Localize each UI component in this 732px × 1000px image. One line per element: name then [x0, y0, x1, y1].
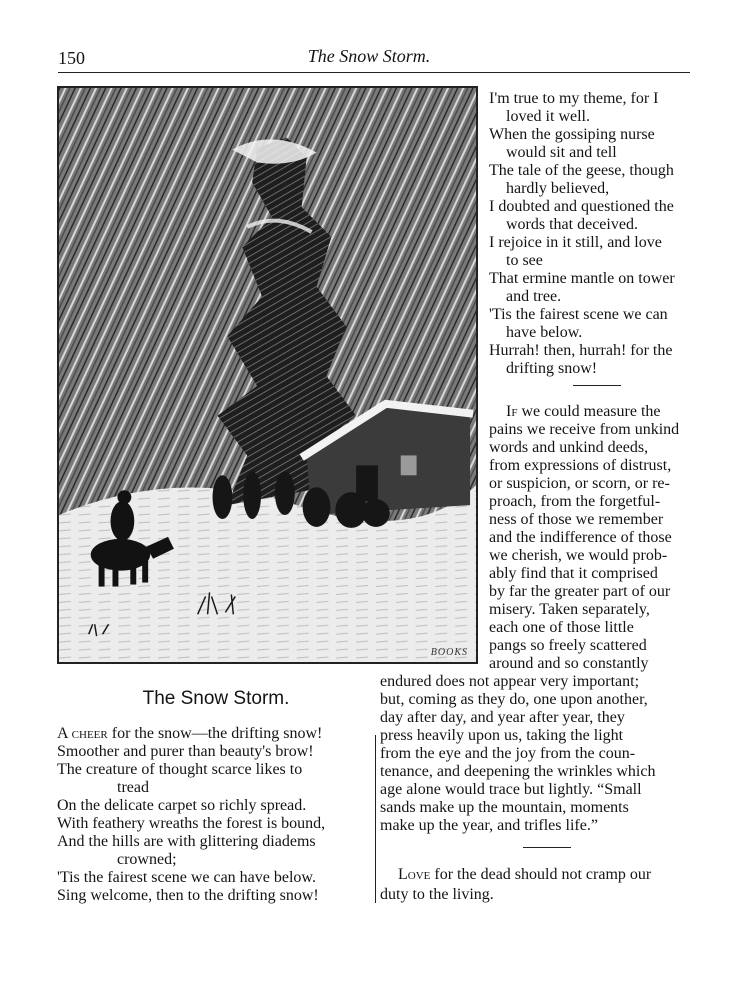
- essay-line: pains we receive from unkind: [489, 421, 680, 438]
- poem-line: I doubted and questioned the: [489, 198, 674, 215]
- poem-title: The Snow Storm.: [142, 688, 290, 709]
- poem-line: hardly believed,: [506, 180, 610, 197]
- header-rule: [58, 72, 690, 73]
- poem-line: for the snow—the drifting snow!: [107, 725, 323, 742]
- aphorism-first-line: [398, 865, 651, 885]
- essay-line: endured does not appear very important;: [380, 673, 640, 690]
- essay-line: we cherish, we would prob-: [489, 547, 668, 564]
- poem-line: I'm true to my theme, for I: [489, 90, 659, 107]
- poem-line: 'Tis the fairest scene we can: [489, 306, 668, 323]
- poem-line: have below.: [506, 324, 583, 341]
- poem-line: loved it well.: [506, 108, 590, 125]
- poem-line: Smoother and purer than beauty's brow!: [57, 743, 314, 760]
- essay-line: sands make up the mountain, moments: [380, 799, 629, 816]
- poem-line: That ermine mantle on tower: [489, 270, 675, 287]
- poem-line: Sing welcome, then to the drifting snow!: [57, 887, 319, 904]
- section-rule: [523, 847, 571, 848]
- poem-line: tread: [117, 779, 149, 796]
- poem-line: 'Tis the fairest scene we can have below.: [57, 869, 316, 886]
- essay-line: or suspicion, or scorn, or re-: [489, 475, 670, 492]
- essay-line: pangs so freely scattered: [489, 637, 647, 654]
- poem-line: crowned;: [117, 851, 177, 868]
- snow-storm-illustration: [57, 86, 478, 664]
- essay-line: words and unkind deeds,: [489, 439, 649, 456]
- essay-line: press heavily upon us, taking the light: [380, 727, 624, 744]
- section-rule: [573, 385, 621, 386]
- essay-line: each one of those little: [489, 619, 634, 636]
- page-number: 150: [58, 48, 85, 68]
- essay-line: but, coming as they do, one upon another,: [380, 691, 648, 708]
- poem-line: would sit and tell: [506, 144, 617, 161]
- poem-first-line: [57, 725, 322, 743]
- column-rule: [375, 735, 376, 903]
- aphorism-line: duty to the living.: [380, 886, 494, 903]
- poem-line: Hurrah! then, hurrah! for the: [489, 342, 673, 359]
- essay-line: tenance, and deepening the wrinkles which: [380, 763, 656, 780]
- essay-line: day after day, and year after year, they: [380, 709, 625, 726]
- poem-line: And the hills are with glittering diadems: [57, 833, 316, 850]
- essay-line: age alone would trace but lightly. “Small: [380, 781, 642, 798]
- poem-line: When the gossiping nurse: [489, 126, 655, 143]
- essay-line: make up the year, and trifles life.”: [380, 817, 598, 834]
- poem-line: The creature of thought scarce likes to: [57, 761, 303, 778]
- essay-line: from expressions of distrust,: [489, 457, 672, 474]
- poem-line: With feathery wreaths the forest is bound,: [57, 815, 326, 832]
- poem-line: The tale of the geese, though: [489, 162, 674, 179]
- poem-line: drifting snow!: [506, 360, 598, 377]
- poem-line: and tree.: [506, 288, 562, 305]
- essay-line: we could measure the: [521, 403, 661, 420]
- poem-opening-cap: A cheer: [57, 725, 108, 742]
- poem-line: to see: [506, 252, 543, 269]
- essay-line: proach, from the forgetful-: [489, 493, 661, 510]
- essay-line: ably find that it comprised: [489, 565, 658, 582]
- poem-line: words that deceived.: [506, 216, 638, 233]
- essay-first-line: [506, 403, 661, 421]
- poem-line: On the delicate carpet so richly spread.: [57, 797, 307, 814]
- essay-line: by far the greater part of our: [489, 583, 671, 600]
- essay-line: and the indifference of those: [489, 529, 672, 546]
- poem-line: I rejoice in it still, and love: [489, 234, 662, 251]
- essay-line: ness of those we remember: [489, 511, 664, 528]
- essay-line: from the eye and the joy from the coun-: [380, 745, 636, 762]
- engraver-signature: BOOKS: [430, 647, 468, 658]
- essay-line: around and so constantly: [489, 655, 649, 672]
- essay-line: misery. Taken separately,: [489, 601, 650, 618]
- engraving-drawing: [59, 88, 476, 662]
- aphorism-line: for the dead should not cramp our: [430, 866, 652, 883]
- essay-lead-cap: If: [506, 403, 518, 420]
- aphorism-lead-cap: Love: [398, 866, 431, 883]
- running-title: The Snow Storm.: [307, 46, 431, 66]
